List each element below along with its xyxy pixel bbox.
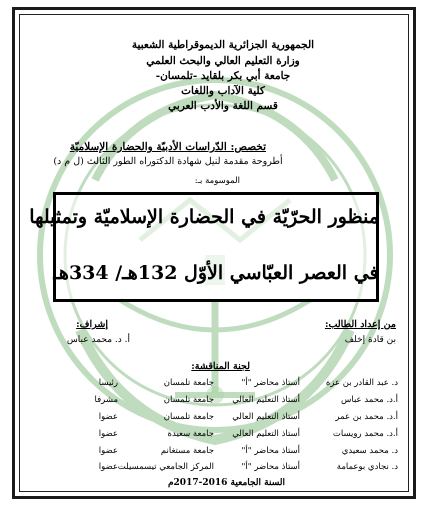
member-university: جامعة مستغانم [160, 446, 214, 456]
member-university: جامعة تلمسان [163, 412, 214, 422]
member-role: عضوا [98, 412, 118, 422]
member-role: مشرفا [94, 395, 118, 405]
member-university: جامعة تلمسان [163, 395, 214, 405]
thesis-title-line2: في العصر العبّاسي الأوّل 132هـ/ 334هـ [53, 262, 379, 284]
specialty: تخصص: الدّراسات الأدبيّة والحضارة الإسلاميّة [69, 141, 266, 153]
member-name: د. محمد سعيدي [341, 446, 398, 456]
committee-row [40, 395, 398, 409]
thesis-subtitle: أطروحة مقدمة لنيل شهادة الدكتوراه الطور الثالث (ل م د) [53, 156, 283, 167]
member-rank: أستاذ التعليم العالي [232, 395, 300, 405]
committee-title: لجنة المناقشة: [191, 361, 250, 372]
member-name: د. عبد القادر بن عزة [325, 378, 398, 388]
member-name: أ.د. محمد بن عمر [335, 412, 398, 422]
supervision-label: إشراف: [76, 319, 108, 330]
member-role: عضوا [98, 429, 118, 439]
prepared-by-label: من إعداد الطالب: [324, 319, 396, 330]
member-role: عضوا [98, 446, 118, 456]
member-rank: أستاذ التعليم العالي [232, 429, 300, 439]
member-rank: أستاذ محاضر "أ" [241, 462, 300, 472]
header-ministry: وزارة التعليم العالي والبحث العلمي [146, 55, 300, 67]
member-rank: أستاذ محاضر "أ" [241, 446, 300, 456]
committee-row [40, 429, 398, 443]
member-name: أ.د. محمد رويسات [332, 429, 398, 439]
tagged-label: الموسومة بـ: [194, 176, 240, 186]
committee-row [40, 378, 398, 392]
member-role: عضوا [98, 462, 118, 472]
member-rank: أستاذ محاضر "أ" [241, 378, 300, 388]
header-university: جامعة أبي بكر بلقايد -تلمسان- [155, 70, 291, 82]
member-role: رئيسا [98, 378, 118, 388]
member-university: جامعة سعيدة [167, 429, 214, 439]
header-faculty: كلية الآداب واللغات [181, 85, 265, 97]
committee-row [40, 462, 398, 476]
member-name: د. نجادي بوعمامة [336, 462, 398, 472]
committee-row [40, 446, 398, 460]
academic-year: السنة الجامعية 2016-2017م [167, 478, 285, 488]
supervisor-name: أ. د. محمد عباس [66, 335, 130, 345]
member-rank: أستاذ التعليم العالي [232, 412, 300, 422]
member-university: جامعة تلمسان [163, 378, 214, 388]
student-name: بن قادة إخلف [344, 335, 396, 345]
thesis-title-line1: منظور الحرّيّة في الحضارة الإسلاميّة وتمثيلها [29, 206, 379, 228]
header-republic: الجمهورية الجزائرية الديموقراطية الشعبية [131, 39, 315, 51]
member-university: المركز الجامعي تيسمسيلت [117, 462, 214, 472]
committee-row [40, 412, 398, 426]
header-department: قسم اللغة والأدب العربي [168, 100, 278, 112]
member-name: أ.د. محمد عباس [341, 395, 398, 405]
